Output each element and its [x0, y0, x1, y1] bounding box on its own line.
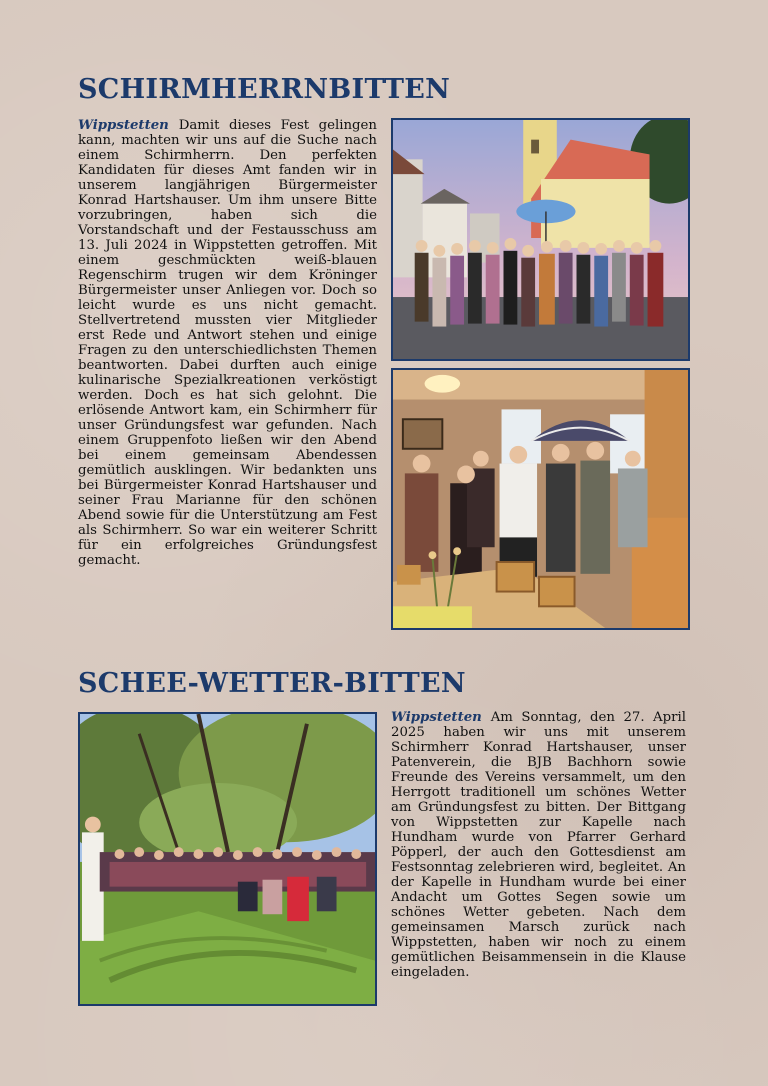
photo-group-church: [391, 118, 690, 361]
section1-article: [78, 118, 377, 568]
section2-body: Am Sonntag, den 27. April 2025 haben wir uns mit unserem Schirmherr Konrad Hartshauser, unser Patenverein, die BJB Bachhorn sowie Freunde des Vereins versammelt, um den Herrgott traditionell um schönes Wetter am Gründungsfest zu bitten. Der Bittgang von Wippstetten zur Kapelle nach Hundham wurde von Pfarrer Gerhard Pöpperl, der auch den Gottesdienst am Festsonntag zelebrieren wird, begleitet. An der Kapelle in Hundham wurde bei einer Andacht um Gottes Segen sowie um schönes Wetter gebeten. Nach dem gemeinsamen Marsch zurück nach Wippstetten, haben wir noch zu einem gemütlichen Beisammensein in die Klause eingeladen.: [391, 710, 687, 980]
section2-article: [391, 710, 686, 980]
section-title-schirmherrnbitten: SCHIRMHERRNBITTEN: [78, 74, 451, 105]
photo-indoor-gathering: [391, 368, 690, 630]
section1-body: Damit dieses Fest gelingen kann, machten wir uns auf die Suche nach einem Schirmherrn. Den perfekten Kandidaten für dieses Amt fanden wir in unserem langjährigen Bürgermeister Konrad Hartshauser. Um ihm unsere Bitte vorzubringen, haben sich die Vorstandschaft und der Festausschuss am 13. Juli 2024 in Wippstetten getroffen. Mit einem geschmückten weiß-blauen Regenschirm trugen wir dem Kröninger Bürgermeister unser Anliegen vor. Doch so leicht wurde es uns nicht gemacht. Stellvertretend mussten vier Mitglieder erst Rede und Antwort stehen und einige Fragen zu den unterschiedlichsten Themen beantworten. Dabei durften auch einige kulinarische Spezialkreationen verköstigt werden. Doch es hat sich gelohnt. Die erlösende Antwort kam, ein Schirmherr für unser Gründungsfest war gefunden. Nach einem Gruppenfoto ließen wir den Abend bei einem gemeinsam Abendessen gemütlich ausklingen. Wir bedankten uns bei Bürgermeister Konrad Hartshauser und seiner Frau Marianne für den schönen Abend sowie für die Unterstützung am Fest als Schirmherr. So war ein weiterer Schritt für ein erfolgreiches Gründungsfest gemacht.: [78, 118, 377, 568]
section-title-schee-wetter-bitten: SCHEE-WETTER-BITTEN: [78, 668, 466, 699]
section2-lead: Wippstetten: [391, 710, 491, 725]
section1-lead: Wippstetten: [78, 118, 179, 133]
photo-outdoor-service: [78, 712, 377, 1006]
